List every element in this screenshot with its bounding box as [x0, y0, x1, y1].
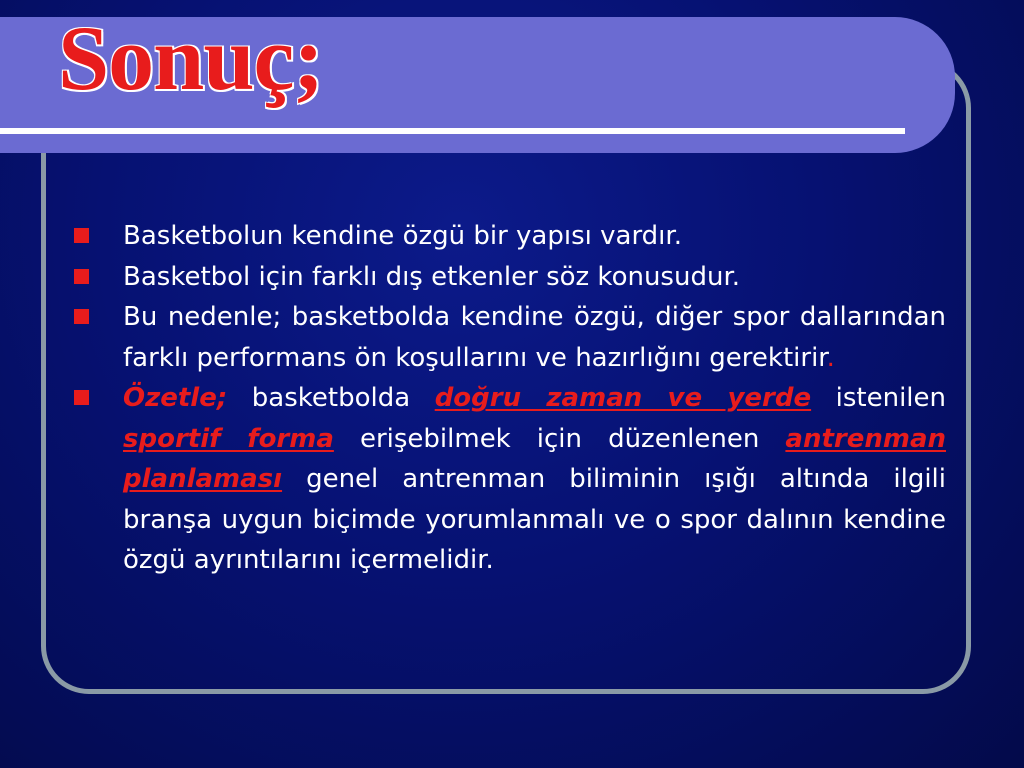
bullet-text-part: istenilen	[811, 383, 946, 413]
bullet-trailing-dot: .	[826, 342, 835, 373]
bullet-text-part: genel antrenman biliminin ışığı altında ilgili branşa uygun biçimde yorumlanmalı ve o spor dalının kendine özgü ayrıntılarını içermelidir.	[123, 464, 946, 575]
list-item	[74, 257, 946, 298]
list-item	[74, 216, 946, 257]
title-underline	[0, 128, 905, 134]
bullet-text-part: erişebilmek için düzenlenen	[333, 423, 786, 454]
bullet-text-part: basketbolda	[227, 383, 435, 413]
highlight-sport-form: sportif forma	[123, 423, 334, 454]
highlight-right-time-place: doğru zaman ve yerde	[434, 383, 812, 413]
bullet-text: Basketbol için farklı dış etkenler söz konusudur.	[123, 261, 741, 292]
list-item	[74, 297, 946, 378]
list-item	[74, 378, 946, 581]
slide-title: Sonuç;	[58, 7, 323, 109]
bullet-list	[74, 216, 946, 581]
bullet-text: Bu nedenle; basketbolda kendine özgü, diğer spor dallarından farklı performans ön koşullarını ve hazırlığını gerektirir	[123, 302, 946, 373]
bullet-square-icon	[74, 309, 89, 324]
bullet-text: Basketbolun kendine özgü bir yapısı vardır.	[123, 221, 682, 251]
summary-lead: Özetle;	[123, 383, 228, 413]
bullet-square-icon	[74, 269, 89, 284]
highlight-training-planning: antrenman planlaması	[123, 423, 947, 494]
bullet-square-icon	[74, 390, 89, 405]
bullet-square-icon	[74, 228, 89, 243]
